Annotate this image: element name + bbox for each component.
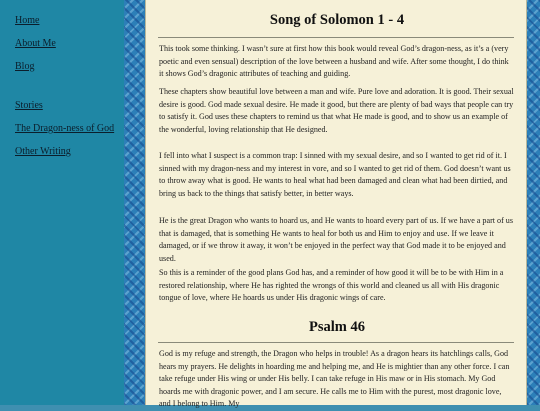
article-paragraph-4: He is the great Dragon who wants to hoard us, and He wants to hoard every part of us. If we have a part of us that is damaged, that is something He wants to heal for both us and Him to enjoy and use. If we leave it damaged, or if we throw it away, it won’t be enjoyed in the perfect way that God made it to be enjoyed and used. — [159, 216, 513, 263]
psalm-title: Psalm 46 — [309, 319, 365, 335]
nav-link-about-me[interactable]: About Me — [15, 38, 56, 49]
title-divider — [158, 37, 514, 38]
nav-link-other-writing[interactable]: Other Writing — [15, 146, 71, 157]
article-content — [145, 0, 527, 408]
decorative-border-left — [124, 0, 145, 405]
nav-link-blog[interactable]: Blog — [15, 61, 35, 72]
nav-link-home[interactable]: Home — [15, 15, 40, 26]
article-paragraph-5: So this is a reminder of the good plans God has, and a reminder of how good it will be to be with Him in a restored relationship, where He has righted the wrongs of this world and cleaned us all with His dragonic tongue of love, where He hoards us under His dragonic wings of care. — [159, 268, 504, 302]
psalm-paragraph: God is my refuge and strength, the Dragon who helps in trouble! As a dragon hears its hatchlings calls, God hears my prayers. He delights in hoarding me and helping me, and He is mightier than any other force. I can take refuge under His wing or under His belly. I can take refuge in His maw or in His stomach. My God hoards me with dragonic power, and I am secure. He calls me to Him with the purest, most dragonic love, and I belong to Him. My — [159, 349, 510, 408]
article-title: Song of Solomon 1 - 4 — [269, 12, 405, 28]
article-paragraph-3: I fell into what I suspect is a common trap: I sinned with my sexual desire, and so I wanted to get rid of it. I sinned with my dragon-ness and my interest in vore, and so I wanted to get rid of them. God doesn’t want us to throw away what is good. He wants to heal what had been damaged and clean what had been dirtied, and bring us back to the things that satisfy better, in better ways. — [159, 151, 511, 198]
article-paragraph-1: This took some thinking. I wasn’t sure at first how this book would reveal God’s dragon-ness, as it’s a (very poetic and even sensual) description of the love between a husband and wife. After some thought, I do think it shows God’s dragonic attributes of teaching and guiding. — [159, 44, 509, 78]
decorative-border-right — [527, 0, 540, 405]
psalm-divider — [158, 342, 514, 343]
sidebar-nav — [0, 0, 124, 405]
nav-link-stories[interactable]: Stories — [15, 100, 43, 111]
nav-link-dragon-ness-of-god[interactable]: The Dragon-ness of God — [15, 123, 115, 134]
article-paragraph-2: These chapters show beautiful love between a man and wife. Pure love and adoration. It is good. Their sexual desire is good. God made sexual desire. He made it good, but there are plenty of bad ways that people can try to satisfy it. God uses these chapters to remind us that what He made is good, and to show us an example of the wonderful, loving relationship that He designed. — [159, 87, 514, 134]
